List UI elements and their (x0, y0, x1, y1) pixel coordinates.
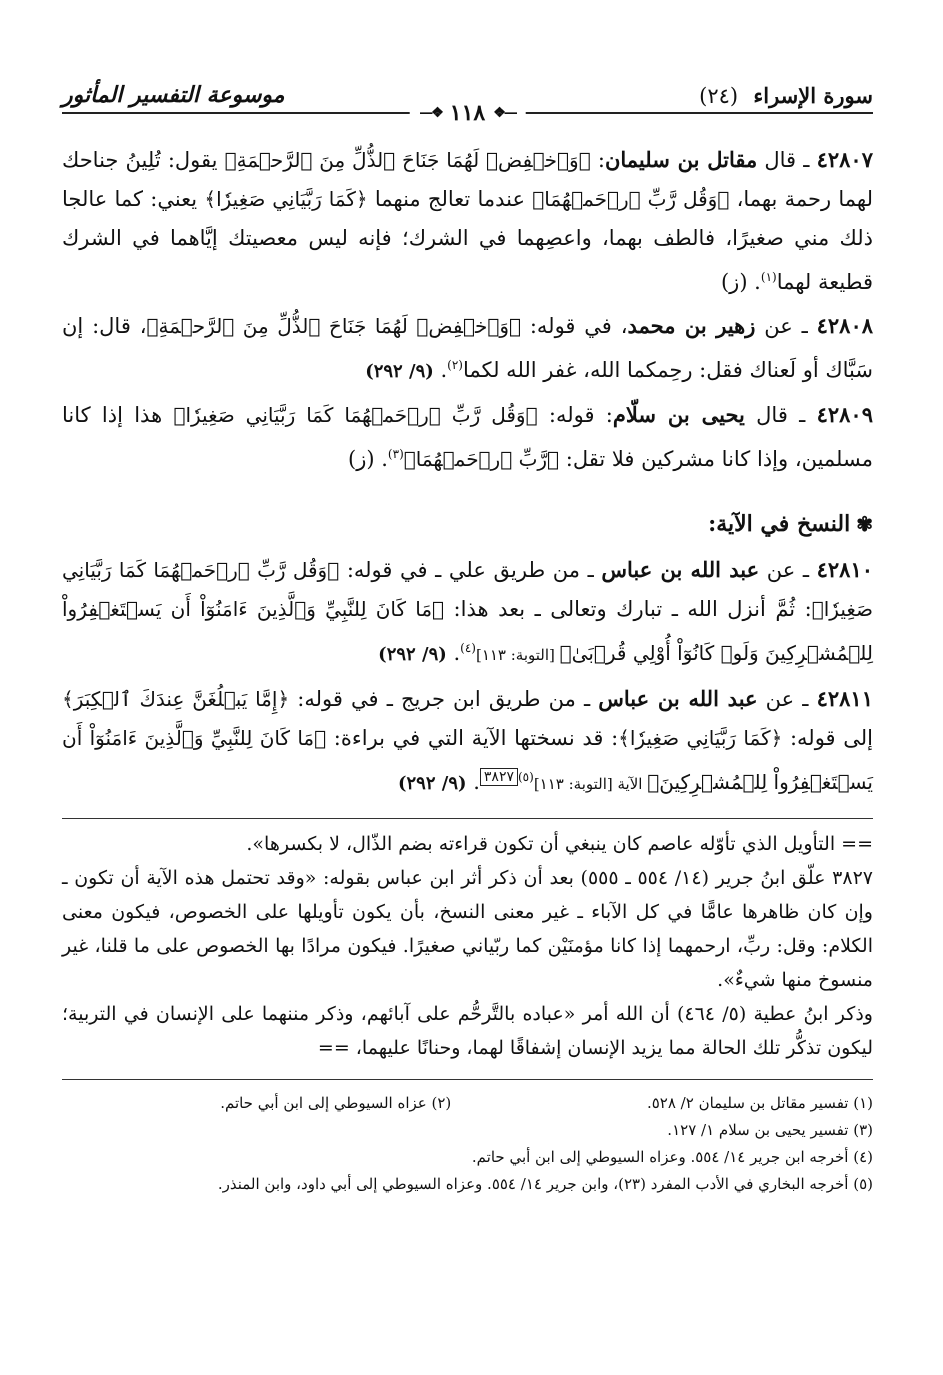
quran-quote: ﴿مَا كَانَ لِلنَّبِيِّ وَٱلَّذِينَ ءَامَنُوٓاْ أَن يَسۡتَغۡفِرُواْ لِلۡمُشۡرِكِينَ وَلَوۡ كَانُوٓاْ أُوْلِي قُرۡبَىٰ﴾ (62, 597, 873, 665)
entry-42811 (62, 679, 873, 804)
footnote-item: (٥) أخرجه البخاري في الأدب المفرد (٢٣)، وابن جرير ١٤/ ٥٥٤. وعزاه السيوطي إلى أبي داود، وابن المنذر. (217, 1175, 873, 1193)
text: : (590, 148, 605, 172)
quran-quote: ﴿إِمَّا يَبۡلُغَنَّ عِندَكَ ٱلۡكِبَرَ﴾ (62, 687, 290, 711)
footnote-item: (٢) عزاه السيوطي إلى ابن أبي حاتم. (220, 1094, 452, 1112)
quran-quote: ﴿كَمَا رَبَّيَانِي صَغِيرٗا﴾ (618, 726, 783, 750)
ornament-icon: ❖— (419, 105, 442, 121)
entry-42810 (62, 550, 873, 675)
commentary-paragraph: وذكر ابنُ عطية (٥/ ٤٦٤) أن الله أمر «عباده بالتَّرحُّم على آبائهم، وذكر مننهما على الإنسان في التربية؛ ليكون تذكُّر تلك الحالة مما يزيد الإنسان إشفاقًا لهما، وحنانًا عليهما، == (62, 1003, 873, 1059)
section-heading (62, 505, 873, 544)
quran-quote: ﴿وَقُل رَّبِّ ٱرۡحَمۡهُمَا كَمَا رَبَّيَانِي صَغِيرٗا﴾ (173, 403, 538, 427)
commentary-paragraph: == التأويل الذي تأوّله عاصم كان ينبغي أن تكون قراءته بضم الذّال، لا بكسرها». (246, 833, 873, 855)
text: عندما تعالج منهما (367, 187, 533, 211)
entry-42809 (62, 395, 873, 479)
flower-ornament-icon: ✾ (856, 512, 873, 536)
surah-title (699, 83, 873, 108)
entry-number: ٤٢٨٠٨ (816, 313, 874, 338)
commentary-ref-box[interactable]: ٣٨٢٧ (480, 768, 518, 786)
page-header (62, 60, 873, 126)
verse-ref: الآية [التوبة: ١١٣] (533, 775, 648, 793)
footnote-ref[interactable]: (٥) (517, 770, 534, 784)
book-title: موسوعة التفسير المأثور (62, 82, 285, 108)
text: . (ز) (348, 447, 388, 471)
entry-42807 (62, 140, 873, 302)
entry-number: ٤٢٨١١ (816, 686, 873, 711)
text: ـ عن (759, 558, 810, 582)
footnote-item: (٤) أخرجه ابن جرير ١٤/ ٥٥٤. وعزاه السيوطي إلى ابن أبي حاتم. (471, 1148, 873, 1166)
footnote-item: (١) تفسير مقاتل بن سليمان ٢/ ٥٢٨. (646, 1094, 873, 1112)
text: هذا إذا كانا مسلمين، وإذا كانا مشركين فلا تقل: (62, 403, 873, 471)
quran-quote: ﴿مَا كَانَ لِلنَّبِيِّ وَٱلَّذِينَ ءَامَنُوٓاْ أَن يَسۡتَغۡفِرُواْ لِلۡمُشۡرِكِينَ﴾ (62, 726, 873, 794)
footnote-ref[interactable]: (٣) (387, 447, 404, 461)
quran-quote: ﴿رَّبِّ ٱرۡحَمۡهُمَا﴾ (403, 447, 560, 471)
text: ـ قال (757, 148, 810, 172)
text: ـ قال (744, 403, 806, 427)
footnote-item: (٣) تفسير يحيى بن سلام ١/ ١٢٧. (667, 1121, 873, 1139)
text: إلى قوله: (782, 726, 873, 750)
text: . (ز) (720, 270, 761, 294)
page-number-block (409, 100, 526, 126)
source-ref: (٩/ ٢٩٢) (397, 773, 467, 794)
page (62, 60, 873, 1198)
source-ref: (٩/ ٢٩٢) (378, 644, 447, 665)
section-heading-text: النسخ في الآية: (708, 511, 851, 537)
footnote-ref[interactable]: (٢) (447, 358, 463, 372)
text: . (446, 641, 461, 665)
entry-number: ٤٢٨٠٧ (816, 147, 873, 172)
quran-quote: ﴿وَٱخۡفِضۡ لَهُمَا جَنَاحَ ٱلذُّلِّ مِنَ ٱلرَّحۡمَةِ﴾ (224, 148, 591, 172)
source-ref: (٩/ ٢٩٢) (365, 361, 434, 382)
ornament-icon: —❖ (493, 105, 516, 121)
text: : ثُمَّ أنزل الله ـ تبارك وتعالى ـ بعد هذا: (444, 597, 812, 621)
text: يعني: كما عالجا ذلك مني صغيرًا، فالطف بهما، واعصِهما في الشرك؛ فإنه ليس معصيتك إيَّاهما في الشرك قطيعة لهما (62, 187, 873, 294)
footnote-ref[interactable]: (٤) (460, 641, 476, 655)
quran-quote: ﴿وَٱخۡفِضۡ لَهُمَا جَنَاحَ ٱلذُّلِّ مِنَ ٱلرَّحۡمَةِ﴾ (146, 314, 521, 338)
narrator-name: مقاتل بن سليمان (604, 147, 758, 172)
commentary-block (62, 818, 873, 1065)
footnotes (62, 1079, 873, 1198)
narrator-name: يحيى بن سلّام (612, 402, 745, 427)
text: يقول: تُلِينُ جناحك لهما رحمة بهما، (62, 148, 873, 211)
narrator-name: عبد الله بن عباس (598, 686, 758, 711)
text: : قد نسختها الآية التي في براءة: (326, 726, 619, 750)
entry-42808 (62, 306, 873, 391)
text: ، في قوله: (521, 314, 628, 338)
text: ـ عن (757, 687, 809, 711)
quran-quote: ﴿وَقُل رَّبِّ ٱرۡحَمۡهُمَا﴾ (532, 187, 730, 211)
surah-name: سورة الإسراء (753, 83, 873, 108)
text: . (466, 770, 480, 794)
text: ـ من طريق ابن جريج ـ في قوله: (289, 687, 599, 711)
quran-quote: ﴿كَمَا رَبَّيَانِي صَغِيرٗا﴾ (204, 187, 368, 211)
page-number: ١١٨ (449, 100, 486, 126)
verse-ref: [التوبة: ١١٣] (475, 646, 560, 664)
entry-number: ٤٢٨١٠ (816, 557, 874, 582)
narrator-name: عبد الله بن عباس (601, 557, 760, 582)
quran-quote: ﴿وَقُل رَّبِّ ٱرۡحَمۡهُمَا كَمَا رَبَّيَانِي صَغِيرٗا﴾ (62, 558, 873, 621)
entry-number: ٤٢٨٠٩ (816, 402, 873, 427)
text: ـ من طريق علي ـ في قوله: (339, 558, 602, 582)
text: . (433, 358, 448, 382)
footnote-row (62, 1090, 873, 1117)
text: ، قال: إن سَبَّاك أو لَعناك فقل: رحِمكما الله، غفر الله لكما (62, 314, 873, 382)
commentary-paragraph: ٣٨٢٧ علّق ابنُ جرير (١٤/ ٥٥٤ ـ ٥٥٥) بعد أن ذكر أثر ابن عباس بقوله: «وقد تحتمل هذه الآية أن تكون ـ وإن كان ظاهرها عامًّا في كل الآباء ـ غير معنى النسخ، بأن يكون تأويلها على الخصوص، فيكون معنى الكلام: وقل: ربِّ، ارحمهما إذا كانا مؤمنَيْن كما ربّياني صغيرًا. فيكون مرادًا بها الخصوص على ما قلنا، غير منسوخ منها شيءٌ». (62, 867, 873, 991)
main-text (62, 140, 873, 804)
surah-verse-number: (٢٤) (699, 84, 739, 108)
footnote-ref[interactable]: (١) (760, 270, 777, 284)
text: ـ عن (755, 314, 808, 338)
text: : قوله: (537, 403, 613, 427)
narrator-name: زهير بن محمد (627, 313, 756, 338)
